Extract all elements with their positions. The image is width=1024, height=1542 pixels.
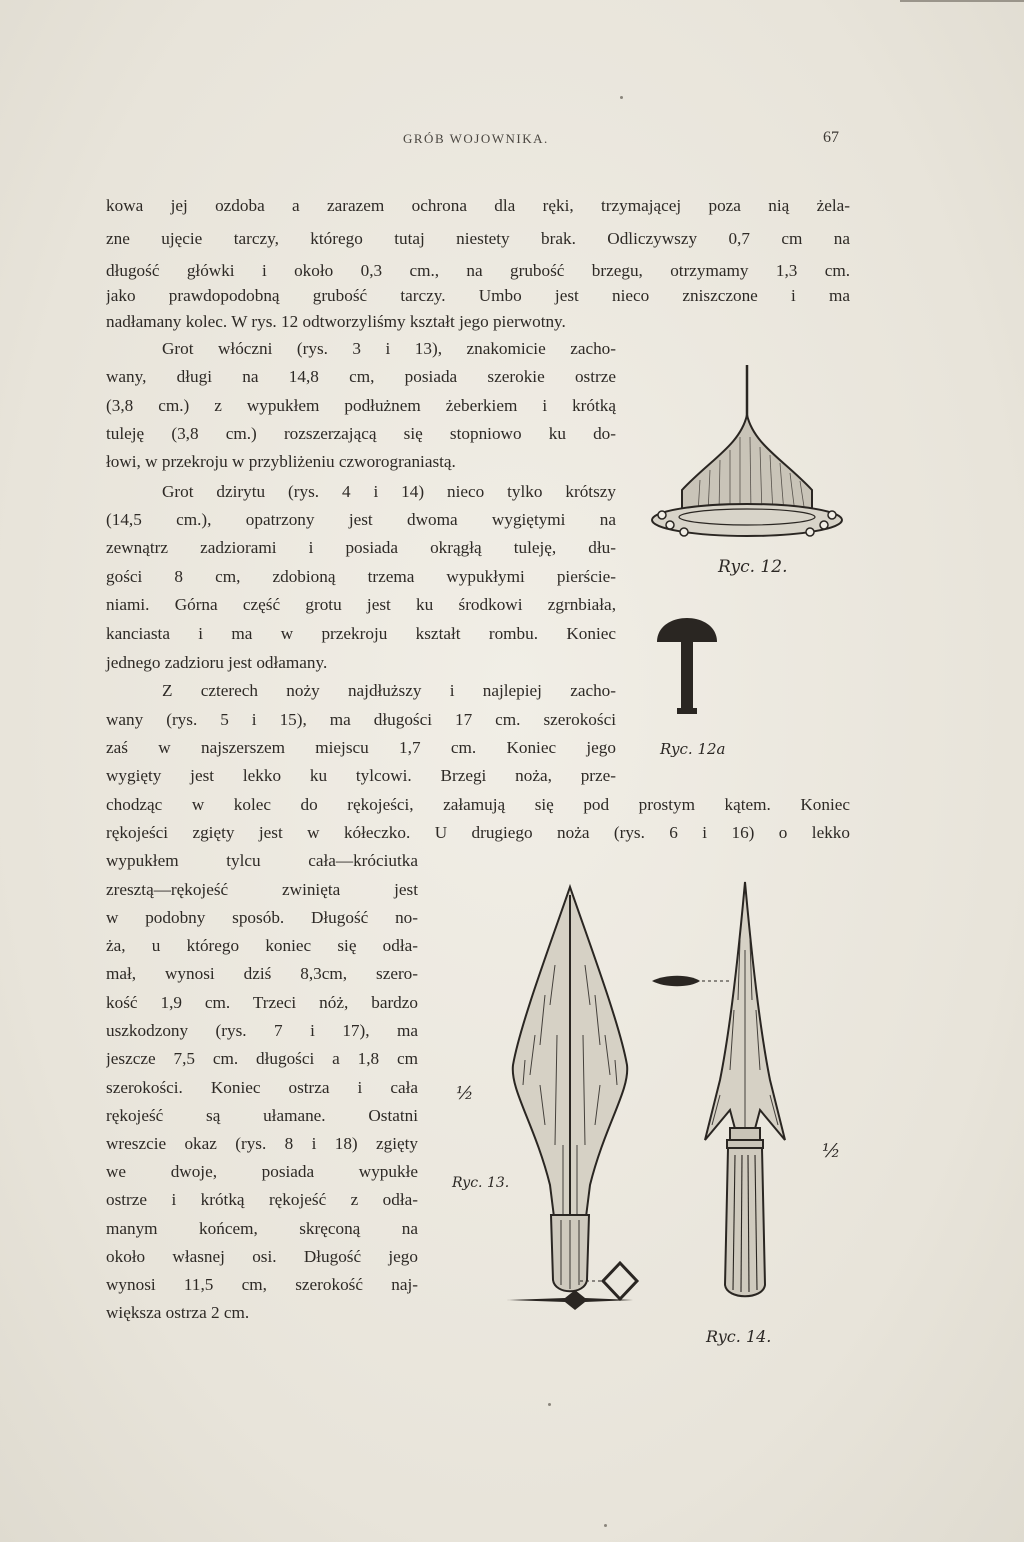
text-line: (14,5 cm.), opatrzony jest dwoma wygiętymi na xyxy=(106,510,616,529)
text-line: wany (rys. 5 i 15), ma długości 17 cm. szerokości xyxy=(106,710,616,729)
text-line: niami. Górna część grotu jest ku środkowi zgrnbiała, xyxy=(106,595,616,614)
text-line: długość główki i około 0,3 cm., na grubość brzegu, otrzymamy 1,3 cm. xyxy=(106,261,850,280)
text-line: gości 8 cm, zdobioną trzema wypukłymi pierście- xyxy=(106,567,616,586)
javelin-cross-section xyxy=(650,972,730,990)
text-line: ostrze i krótką rękojeść z odła- xyxy=(106,1190,418,1209)
text-line: kowa jej ozdoba a zarazem ochrona dla ręki, trzymającej poza nią żela- xyxy=(106,196,850,215)
spearhead-illustration xyxy=(495,885,645,1315)
text-line: tuleję (3,8 cm.) rozszerzającą się stopniowo ku do- xyxy=(106,424,616,443)
text-line: nadłamany kolec. W rys. 12 odtworzyliśmy kształt jego pierwotny. xyxy=(106,312,566,331)
paper-speck xyxy=(548,1403,551,1406)
text-line: większa ostrza 2 cm. xyxy=(106,1303,250,1322)
text-line: wynosi 11,5 cm, szerokość naj- xyxy=(106,1275,418,1294)
text-line: rękojeść są ułamane. Ostatni xyxy=(106,1106,418,1125)
text-line: chodząc w kolec do rękojeści, załamują się pod prostym kątem. Koniec xyxy=(106,795,850,814)
text-line: zne ujęcie tarczy, którego tutaj niestety brak. Odliczywszy 0,7 cm na xyxy=(106,229,850,248)
figure-12a-caption: Ryc. 12a xyxy=(660,740,726,758)
shield-boss-illustration xyxy=(640,355,850,550)
text-line: Grot dzirytu (rys. 4 i 14) nieco tylko krótszy xyxy=(162,482,616,501)
text-line: zaś w najszerszem miejscu 1,7 cm. Koniec jego xyxy=(106,738,616,757)
figure-13-caption: Ryc. 13. xyxy=(452,1175,510,1191)
text-line: zresztą—rękojeść zwinięta jest xyxy=(106,880,418,899)
text-line: około własnej osi. Długość jego xyxy=(106,1247,418,1266)
text-line: we dwoje, posiada wypukłe xyxy=(106,1162,418,1181)
text-line: wreszcie okaz (rys. 8 i 18) zgięty xyxy=(106,1134,418,1153)
spearhead-side-profile xyxy=(505,1288,635,1312)
text-line: wypukłem tylcu cała—króciutka xyxy=(106,851,418,870)
paper-speck xyxy=(604,1524,607,1527)
rivet-illustration xyxy=(652,600,722,725)
page-number: 67 xyxy=(823,129,839,146)
figure-14-caption: Ryc. 14. xyxy=(706,1327,772,1346)
figure-13-scale: ½ xyxy=(456,1083,474,1104)
text-line: uszkodzony (rys. 7 i 17), ma xyxy=(106,1021,418,1040)
text-line: rękojeści zgięty jest w kółeczko. U drugiego noża (rys. 6 i 16) o lekko xyxy=(106,823,850,842)
text-line: wany, długi na 14,8 cm, posiada szerokie ostrze xyxy=(106,367,616,386)
text-line: wygięty jest lekko ku tylcowi. Brzegi noża, prze- xyxy=(106,766,616,785)
text-line: w podobny sposób. Długość no- xyxy=(106,908,418,927)
figure-14-scale: ½ xyxy=(822,1140,841,1162)
paper-speck xyxy=(620,96,623,99)
running-head: GRÓB WOJOWNIKA. xyxy=(403,131,549,146)
page-header xyxy=(0,131,1024,153)
page-edge-line xyxy=(900,0,1024,2)
text-line: jednego zadzioru jest odłamany. xyxy=(106,653,328,672)
javelin-head-illustration xyxy=(690,880,800,1320)
text-line: (3,8 cm.) z wypukłem podłużnem żeberkiem i krótką xyxy=(106,396,616,415)
text-line: Z czterech noży najdłuższy i najlepiej zacho- xyxy=(162,681,616,700)
figure-12-caption: Ryc. 12. xyxy=(718,557,788,577)
text-line: mał, wynosi dziś 8,3cm, szero- xyxy=(106,964,418,983)
text-line: jeszcze 7,5 cm. długości a 1,8 cm xyxy=(106,1049,418,1068)
text-line: łowi, w przekroju w przybliżeniu czworograniastą. xyxy=(106,452,456,471)
text-line: manym końcem, skręconą na xyxy=(106,1219,418,1238)
text-line: szerokości. Koniec ostrza i cała xyxy=(106,1078,418,1097)
text-line: kanciasta i ma w przekroju kształt rombu. Koniec xyxy=(106,624,616,643)
text-line: ża, u którego koniec się odła- xyxy=(106,936,418,955)
text-line: zewnątrz zadziorami i posiada okrągłą tuleję, dłu- xyxy=(106,538,616,557)
text-line: jako prawdopodobną grubość tarczy. Umbo jest nieco zniszczone i ma xyxy=(106,286,850,305)
text-line: Grot włóczni (rys. 3 i 13), znakomicie zacho- xyxy=(162,339,616,358)
text-line: kość 1,9 cm. Trzeci nóż, bardzo xyxy=(106,993,418,1012)
